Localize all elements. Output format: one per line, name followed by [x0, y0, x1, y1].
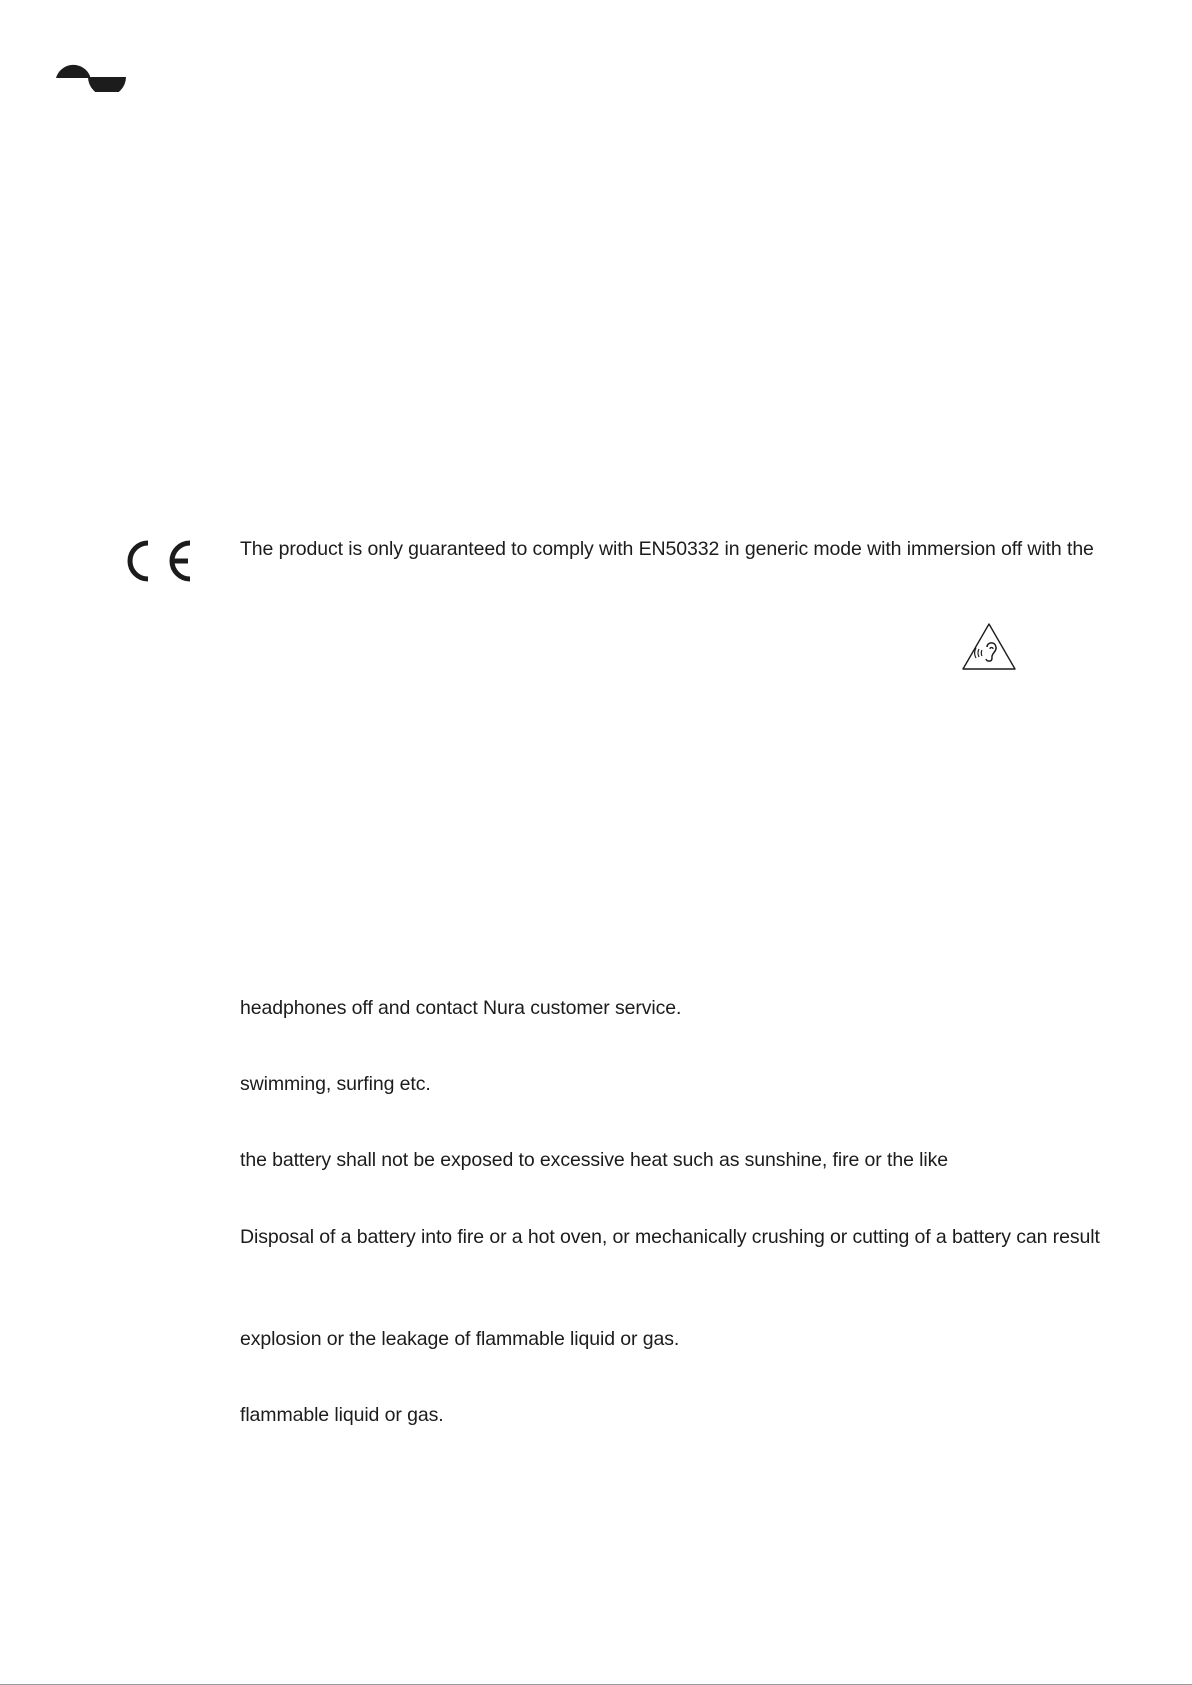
text-line-customer-service: headphones off and contact Nura customer service.: [240, 997, 682, 1019]
hearing-warning-triangle-icon: [961, 622, 1017, 672]
text-line-battery-disposal: Disposal of a battery into fire or a hot oven, or mechanically crushing or cutting of a battery can result: [240, 1226, 1100, 1248]
text-line-ce-compliance: The product is only guaranteed to comply with EN50332 in generic mode with immersion off with the: [240, 538, 1094, 560]
text-line-explosion: explosion or the leakage of flammable liquid or gas.: [240, 1328, 680, 1350]
nura-wave-logo-icon: [54, 56, 128, 92]
text-line-battery-heat: the battery shall not be exposed to excessive heat such as sunshine, fire or the like: [240, 1149, 949, 1171]
text-line-flammable: flammable liquid or gas.: [240, 1404, 444, 1426]
ce-mark-icon: [126, 539, 196, 583]
text-line-swimming: swimming, surfing etc.: [240, 1073, 431, 1095]
